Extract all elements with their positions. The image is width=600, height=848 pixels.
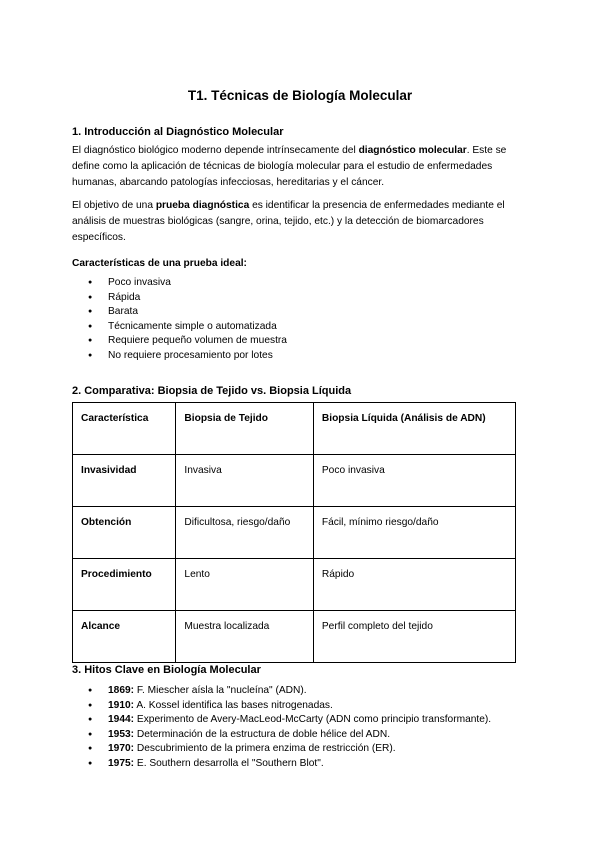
list-item: ● No requiere procesamiento por lotes — [88, 349, 287, 364]
table-cell: Dificultosa, riesgo/daño — [176, 507, 313, 559]
paragraph-text: es identificar la presencia de enfermedades mediante el análisis de muestras biológicas (sangre, orina, tejido, etc.) y la detección de biomarcadores específicos. — [72, 200, 505, 243]
milestone-text: Descubrimiento de la primera enzima de restricción (ER). — [134, 743, 396, 755]
list-item: ● Rápida — [88, 291, 287, 306]
comparison-table — [72, 402, 516, 663]
table-row-label: Procedimiento — [73, 559, 176, 611]
list-item: ● Poco invasiva — [88, 276, 287, 291]
page-title: T1. Técnicas de Biología Molecular — [187, 88, 413, 103]
table-row-label: Alcance — [73, 611, 176, 663]
table-cell: Lento — [176, 559, 313, 611]
list-item — [88, 713, 491, 728]
table-cell: Rápido — [313, 559, 515, 611]
list-item — [88, 742, 491, 757]
table-cell: Invasiva — [176, 455, 313, 507]
milestone-year: 1975: — [108, 757, 135, 769]
milestone-year: 1944: — [108, 714, 135, 726]
ideal-test-subheading: Características de una prueba ideal: — [72, 258, 247, 269]
paragraph-bold-term: prueba diagnóstica — [155, 200, 250, 211]
section-1-heading: 1. Introducción al Diagnóstico Molecular — [72, 126, 284, 138]
table-header-cell: Biopsia de Tejido — [176, 403, 313, 455]
milestone-text: Experimento de Avery-MacLeod-McCarty (ADN como principio transformante). — [134, 714, 492, 726]
table-row — [73, 507, 516, 559]
table-row-label: Invasividad — [73, 455, 176, 507]
paragraph-text: El objetivo de una — [72, 200, 156, 211]
milestone-year: 1970: — [108, 743, 135, 755]
list-item — [88, 684, 491, 699]
milestone-text: E. Southern desarrolla el "Southern Blot". — [134, 757, 324, 769]
table-cell: Muestra localizada — [176, 611, 313, 663]
ideal-test-list — [88, 276, 287, 364]
list-item: ● Requiere pequeño volumen de muestra — [88, 334, 287, 349]
table-cell: Perfil completo del tejido — [313, 611, 515, 663]
paragraph-bold-term: diagnóstico molecular — [358, 145, 467, 156]
milestone-text: F. Miescher aísla la "nucleína" (ADN). — [134, 685, 307, 696]
section-2-heading: 2. Comparativa: Biopsia de Tejido vs. Biopsia Líquida — [72, 385, 352, 397]
paragraph-text: . Este se define como la aplicación de técnicas de biología molecular para el estudio de enfermedades humanas, abarcando patologías infecciosas, hereditarias y el cáncer. — [72, 145, 507, 188]
table-row — [73, 455, 516, 507]
milestone-year: 1953: — [108, 728, 135, 740]
milestone-text: Determinación de la estructura de doble hélice del ADN. — [134, 728, 391, 740]
table-header-cell: Biopsia Líquida (Análisis de ADN) — [313, 403, 515, 455]
list-item: ● Técnicamente simple o automatizada — [88, 320, 287, 335]
table-row-label: Obtención — [73, 507, 176, 559]
table-header-row — [73, 403, 516, 455]
list-item: ● Barata — [88, 305, 287, 320]
table-row — [73, 611, 516, 663]
list-item — [88, 699, 491, 714]
milestone-year: 1869: — [108, 685, 135, 696]
table-row — [73, 559, 516, 611]
table-cell: Fácil, mínimo riesgo/daño — [313, 507, 515, 559]
intro-paragraph-2 — [72, 198, 532, 246]
milestone-text: A. Kossel identifica las bases nitrogenadas. — [134, 699, 333, 711]
intro-paragraph-1 — [72, 143, 532, 191]
table-header-cell: Característica — [73, 403, 176, 455]
paragraph-text: El diagnóstico biológico moderno depende intrínsecamente del — [72, 145, 359, 156]
milestone-year: 1910: — [108, 699, 135, 711]
section-3-heading: 3. Hitos Clave en Biología Molecular — [72, 664, 261, 676]
table-cell: Poco invasiva — [313, 455, 515, 507]
list-item — [88, 757, 491, 772]
milestones-list — [88, 684, 491, 772]
list-item — [88, 728, 491, 743]
